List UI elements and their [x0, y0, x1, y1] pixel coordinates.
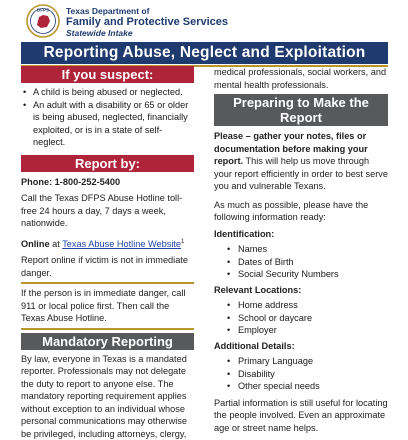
locations-heading: Relevant Locations: — [214, 284, 302, 295]
preparing-heading-line-1: Preparing to Make the — [233, 95, 369, 110]
dfps-seal-icon — [26, 4, 60, 38]
preparing-heading-line-2: Report — [280, 110, 322, 125]
preparing-intro-rest: This will help us move through your report efficiently in order to best serve you and vulnerable Texans. — [214, 156, 388, 191]
details-heading: Additional Details: — [214, 340, 295, 351]
list-item: • Primary Language — [214, 355, 388, 368]
page-title — [21, 42, 388, 64]
suspect-list — [21, 86, 194, 149]
right-column — [214, 66, 388, 434]
org-name — [66, 6, 228, 39]
list-item: • Names — [214, 243, 388, 256]
list-item: • Social Security Numbers — [214, 268, 388, 281]
preparing-intro-bold: Please – gather your notes, files or documentation before making your report. — [214, 131, 368, 166]
details-list — [214, 355, 388, 393]
phone-number: Phone: 1-800-252-5400 — [21, 176, 121, 187]
page-header — [16, 4, 396, 42]
danger-notice: If the person is in immediate danger, call 911 or local police first. Then call the Texas Abuse Hotline. — [21, 288, 186, 324]
list-item: • Employer — [214, 324, 388, 337]
footnote-marker: 1 — [181, 238, 185, 245]
list-item: • Disability — [214, 368, 388, 381]
as-much-text: As much as possible, please have the following information ready: — [214, 199, 369, 222]
seal-text: DFPS — [36, 7, 50, 13]
list-item: • A child is being abused or neglected. — [21, 86, 194, 99]
page-title-text: Reporting Abuse, Neglect and Exploitation — [43, 44, 366, 61]
list-item: • School or daycare — [214, 312, 388, 325]
org-line-2: Family and Protective Services — [66, 16, 229, 28]
mandatory-heading: Mandatory Reporting — [21, 333, 194, 350]
org-line-1: Texas Department of — [66, 6, 150, 16]
identification-list — [214, 243, 388, 281]
online-description: Report online if victim is not in immediate danger. — [21, 255, 188, 278]
locations-list — [214, 299, 388, 337]
preparing-intro — [214, 130, 388, 193]
list-item: • An adult with a disability or 65 or older is being abused, neglected, financially exploited, or is in a state of self-neglect. — [21, 99, 194, 149]
preparing-heading — [214, 94, 388, 126]
report-by-heading: Report by: — [21, 155, 194, 172]
partial-info-text: Partial information is still useful for locating the people involved. Even an approximate age or street name helps. — [214, 397, 388, 433]
mandatory-text: By law, everyone in Texas is a mandated reporter. Professionals may not delegate the duty to report to anyone else. The mandatory reporting requirement applies without exception to an individual whose personal communications may otherwise be privileged, including attorneys, clergy, — [21, 353, 187, 439]
identification-heading: Identification: — [214, 228, 275, 239]
online-label: Online — [21, 238, 50, 249]
list-item: • Home address — [214, 299, 388, 312]
org-line-3: Statewide Intake — [66, 28, 133, 38]
list-item: • Other special needs — [214, 380, 388, 393]
hotline-website-link[interactable]: Texas Abuse Hotline Website — [62, 238, 182, 249]
phone-description: Call the Texas DFPS Abuse Hotline toll-free 24 hours a day, 7 days a week, nationwide. — [21, 193, 183, 228]
suspect-heading: If you suspect: — [21, 66, 194, 83]
online-at: at — [49, 238, 63, 249]
left-column — [21, 66, 194, 440]
online-line — [21, 236, 194, 251]
mandatory-text-continued: medical professionals, social workers, and mental health professionals. — [214, 67, 387, 90]
list-item: • Dates of Birth — [214, 256, 388, 269]
